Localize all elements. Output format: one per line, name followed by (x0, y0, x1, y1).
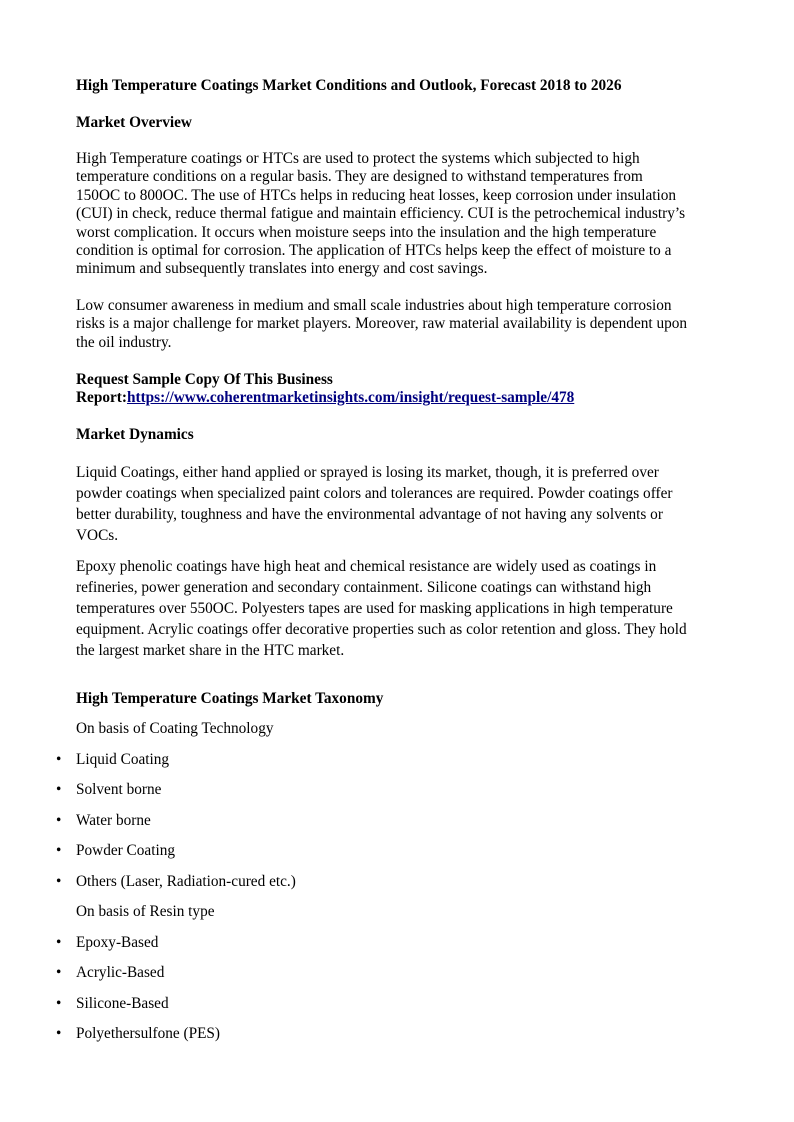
list-item-label: Liquid Coating (76, 751, 170, 768)
bullet-icon: • (56, 812, 62, 829)
text-line: powder coatings when specialized paint colors and tolerances are required. Powder coatings offer (76, 485, 673, 502)
list-item-label: Solvent borne (76, 781, 162, 798)
list-item-label: Powder Coating (76, 842, 175, 859)
text-line: risks is a major challenge for market players. Moreover, raw material availability is dependent upon (76, 315, 688, 333)
request-sample-link[interactable]: https://www.coherentmarketinsights.com/insight/request-sample/478 (126, 389, 575, 407)
list-item (56, 934, 159, 952)
bullet-icon: • (56, 934, 62, 951)
market-overview-heading: Market Overview (76, 114, 192, 131)
list-item (56, 995, 169, 1013)
list-item (56, 781, 162, 799)
list-item (56, 842, 175, 860)
market-dynamics-heading: Market Dynamics (76, 426, 194, 443)
text-line: better durability, toughness and have the environmental advantage of not having any solvents or (76, 506, 663, 523)
text-line: the largest market share in the HTC market. (76, 642, 345, 659)
market-overview-paragraph-2 (76, 297, 726, 352)
text-line: condition is optimal for corrosion. The application of HTCs helps keep the effect of moisture to a (76, 242, 672, 260)
bullet-icon: • (56, 781, 62, 798)
bullet-icon: • (56, 751, 62, 768)
text-line: 150OC to 800OC. The use of HTCs helps in reducing heat losses, keep corrosion under insulation (76, 186, 677, 204)
taxonomy-heading: High Temperature Coatings Market Taxonomy (76, 690, 384, 707)
list-item-label: Polyethersulfone (PES) (76, 1025, 221, 1042)
text-line: minimum and subsequently translates into energy and cost savings. (76, 260, 488, 278)
request-line: Request Sample Copy Of This Business (76, 371, 333, 388)
bullet-icon: • (56, 1025, 62, 1042)
bullet-icon: • (56, 995, 62, 1012)
request-sample-block (76, 371, 636, 408)
list-item (56, 873, 296, 891)
list-item-label: Acrylic-Based (76, 964, 165, 981)
bullet-icon: • (56, 964, 62, 981)
text-line: temperatures over 550OC. Polyesters tapes are used for masking applications in high temperature (76, 600, 673, 617)
list-item (56, 964, 165, 982)
market-dynamics-paragraph-2 (76, 556, 726, 661)
request-prefix: Report: (76, 389, 127, 407)
text-line: Low consumer awareness in medium and small scale industries about high temperature corrosion (76, 297, 672, 314)
text-line: Epoxy phenolic coatings have high heat and chemical resistance are widely used as coatings in (76, 558, 657, 575)
group-label-coating-technology: On basis of Coating Technology (76, 720, 274, 737)
text-line: VOCs. (76, 527, 119, 544)
bullet-icon: • (56, 842, 62, 859)
text-line: temperature conditions on a regular basis. They are designed to withstand temperatures from (76, 168, 643, 186)
request-link-line (76, 389, 636, 407)
text-line: worst complication. It occurs when moisture seeps into the insulation and the high temperature (76, 223, 657, 241)
group-label-resin-type: On basis of Resin type (76, 903, 215, 920)
text-line: (CUI) in check, reduce thermal fatigue and maintain efficiency. CUI is the petrochemical industry’s (76, 205, 686, 223)
list-item-label: Others (Laser, Radiation-cured etc.) (76, 873, 296, 890)
list-item-label: Silicone-Based (76, 995, 169, 1012)
market-dynamics-paragraph-1 (76, 462, 726, 546)
bullet-icon: • (56, 873, 62, 890)
list-item-label: Epoxy-Based (76, 934, 159, 951)
text-line: High Temperature coatings or HTCs are used to protect the systems which subjected to high (76, 150, 640, 167)
document-title: High Temperature Coatings Market Conditions and Outlook, Forecast 2018 to 2026 (76, 77, 622, 94)
list-item (56, 751, 170, 769)
text-line: Liquid Coatings, either hand applied or sprayed is losing its market, though, it is preferred over (76, 464, 659, 481)
list-item (56, 812, 151, 830)
text-line: refineries, power generation and secondary containment. Silicone coatings can withstand high (76, 579, 652, 596)
text-line: the oil industry. (76, 333, 172, 351)
list-item (56, 1025, 221, 1043)
text-line: equipment. Acrylic coatings offer decorative properties such as color retention and gloss. They hold (76, 621, 687, 638)
list-item-label: Water borne (76, 812, 151, 829)
market-overview-paragraph-1 (76, 150, 726, 279)
